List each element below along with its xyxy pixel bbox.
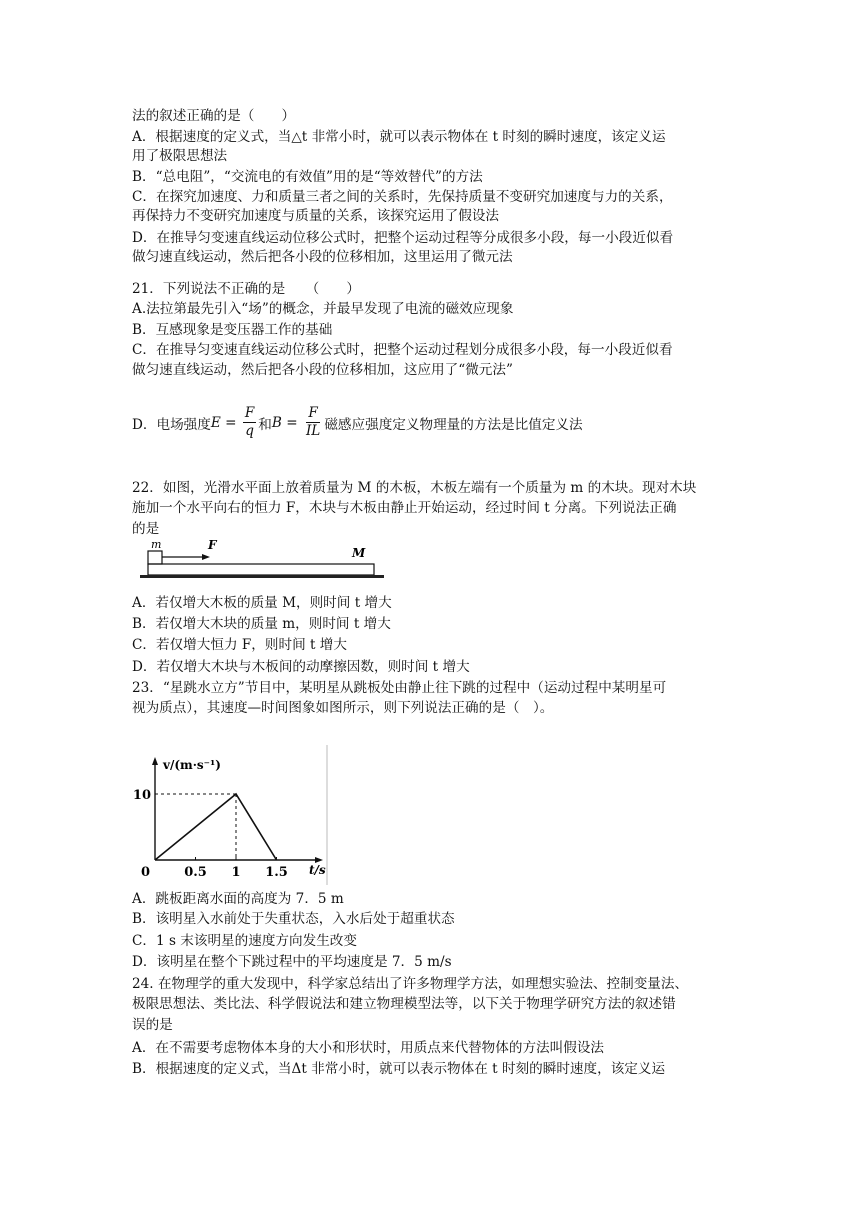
velocity-time-chart: [132, 745, 335, 885]
text-line: 施加一个水平向右的恒力 F，木块与木板由静止开始运动，经过时间 t 分离。下列说法正确: [132, 500, 677, 516]
text-line: A．根据速度的定义式，当△t 非常小时，就可以表示物体在 t 时刻的瞬时速度，该定义运: [132, 129, 666, 145]
text-line: 24. 在物理学的重大发现中，科学家总结出了许多物理学方法，如理想实验法、控制变量法、: [132, 976, 689, 992]
velocity-series-line: [155, 794, 277, 860]
text-line: 用了极限思想法: [132, 148, 228, 164]
formula-suffix: 磁感应强度定义物理量的方法是比值定义法: [324, 416, 583, 433]
x-axis-label: t/s: [309, 863, 326, 877]
formula-e-var: E: [210, 414, 221, 431]
text-line: 做匀速直线运动，然后把各小段的位移相加，这里运用了微元法: [132, 249, 513, 265]
m-label: m: [151, 538, 162, 551]
M-label: M: [352, 546, 366, 560]
text-line: 视为质点），其速度—时间图象如图所示，则下列说法正确的是（ ）。: [132, 700, 554, 716]
x-tick-label: 1: [231, 865, 241, 880]
text-line: 法的叙述正确的是（ ）: [132, 108, 296, 124]
text-line: 极限思想法、类比法、科学假说法和建立物理模型法等，以下关于物理学研究方法的叙述错: [132, 996, 676, 1012]
y-axis-label: v/(m·s⁻¹): [163, 758, 221, 772]
ground-line: [140, 575, 384, 578]
text-line: B．根据速度的定义式，当Δt 非常小时，就可以表示物体在 t 时刻的瞬时速度，该定义运: [132, 1061, 666, 1077]
text-line: A．若仅增大木板的质量 M，则时间 t 增大: [132, 595, 392, 611]
fraction-e-numerator: F: [244, 405, 255, 421]
board: [148, 564, 374, 575]
f-label: F: [208, 538, 217, 552]
fraction-e-denominator: q: [245, 423, 254, 439]
fraction-e: [243, 405, 256, 440]
text-line: 21．下列说法不正确的是 （ ）: [132, 281, 360, 297]
y-tick-label: 10: [132, 788, 151, 803]
x-tick-label: 1.5: [265, 865, 288, 880]
text-line: B．若仅增大木块的质量 m，则时间 t 增大: [132, 616, 391, 632]
text-line: 再保持力不变研究加速度与质量的关系，该探究运用了假设法: [132, 208, 500, 224]
formula-b-var: B: [271, 414, 282, 431]
text-line: D．若仅增大木块与木板间的动摩擦因数，则时间 t 增大: [132, 659, 470, 675]
x-tick-label: 0: [140, 865, 150, 880]
text-line: A.法拉第最先引入“场”的概念，并最早发现了电流的磁效应现象: [132, 301, 514, 317]
x-tick-label: 0.5: [184, 865, 207, 880]
y-axis-arrow: [152, 757, 158, 765]
text-line: D．该明星在整个下跳过程中的平均速度是 7．5 m/s: [132, 954, 452, 970]
equals-sign: =: [220, 414, 241, 431]
fraction-b-numerator: F: [308, 405, 318, 421]
formula-line: [132, 405, 583, 440]
equals-sign: =: [281, 414, 302, 431]
formula-mid: 和: [258, 416, 272, 433]
text-line: 23．“星跳水立方”节目中，某明星从跳板处由静止往下跳的过程中（运动过程中某明星可: [132, 680, 667, 696]
fraction-b: [304, 405, 322, 440]
text-line: B．该明星入水前处于失重状态，入水后处于超重状态: [132, 911, 455, 927]
text-line: C．在推导匀变速直线运动位移公式时，把整个运动过程划分成很多小段，每一小段近似看: [132, 342, 673, 358]
block-board-figure: [140, 535, 400, 595]
text-line: B．互感现象是变压器工作的基础: [132, 322, 333, 338]
text-line: C．1 s 末该明星的速度方向发生改变: [132, 933, 357, 949]
text-line: 做匀速直线运动，然后把各小段的位移相加，这应用了“微元法”: [132, 362, 513, 378]
text-line: C．若仅增大恒力 F，则时间 t 增大: [132, 637, 347, 653]
text-line: A．跳板距离水面的高度为 7．5 m: [132, 891, 344, 907]
text-line: 的是: [132, 521, 160, 537]
text-line: A．在不需要考虑物体本身的大小和形状时，用质点来代替物体的方法叫假设法: [132, 1040, 605, 1056]
text-line: 误的是: [132, 1017, 173, 1033]
text-line: B．“总电阻”，“交流电的有效值”用的是“等效替代”的方法: [132, 169, 483, 185]
formula-prefix: D．电场强度: [132, 416, 211, 433]
text-line: 22．如图，光滑水平面上放着质量为 M 的木板，木板左端有一个质量为 m 的木块。现对木块: [132, 480, 697, 496]
small-block: [148, 551, 162, 564]
text-line: C．在探究加速度、力和质量三者之间的关系时，先保持质量不变研究加速度与力的关系，: [132, 189, 673, 205]
fraction-b-denominator: IL: [305, 423, 321, 439]
arrow-head: [202, 554, 210, 560]
text-line: D．在推导匀变速直线运动位移公式时，把整个运动过程等分成很多小段，每一小段近似看: [132, 230, 674, 246]
